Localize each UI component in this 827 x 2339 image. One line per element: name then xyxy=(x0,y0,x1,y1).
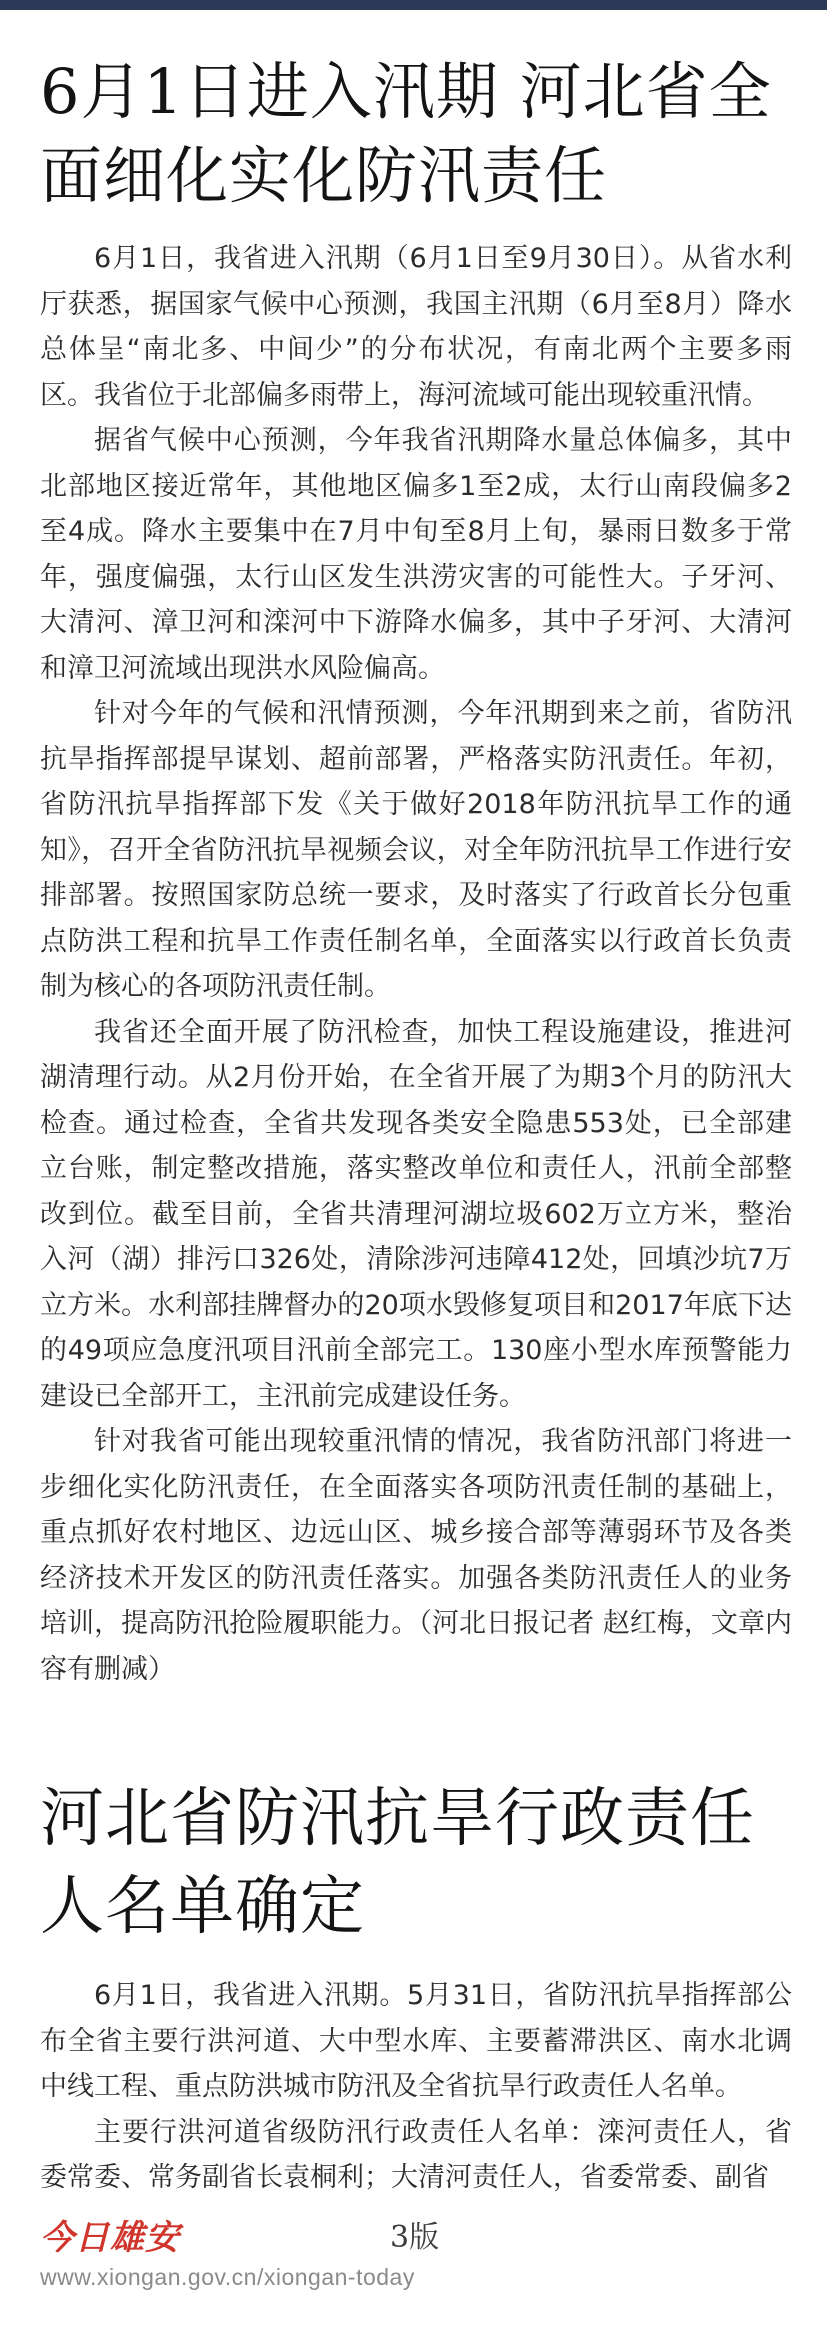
article-body xyxy=(40,1973,792,2201)
brand-logo: 今日雄安 xyxy=(40,2218,180,2258)
article-paragraph: 针对今年的气候和汛情预测，今年汛期到来之前，省防汛抗旱指挥部提早谋划、超前部署，严格落实防汛责任。年初，省防汛抗旱指挥部下发《关于做好2018年防汛抗旱工作的通知》，召开全省防汛抗旱视频会议，对全年防汛抗旱工作进行安排部署。按照国家防总统一要求，及时落实了行政首长分包重点防洪工程和抗旱工作责任制名单，全面落实以行政首长负责制为核心的各项防汛责任制。 xyxy=(40,698,792,1002)
article-body xyxy=(40,236,792,1692)
article-paragraph: 6月1日，我省进入汛期（6月1日至9月30日）。从省水利厅获悉，据国家气候中心预测，我国主汛期（6月至8月）降水总体呈“南北多、中间少”的分布状况，有南北两个主要多雨区。我省位于北部偏多雨带上，海河流域可能出现较重汛情。 xyxy=(40,243,792,411)
site-url[interactable]: www.xiongan.gov.cn/xiongan-today xyxy=(40,2264,415,2290)
article-flood-season xyxy=(40,50,792,1692)
article-paragraph: 我省还全面开展了防汛检查，加快工程设施建设，推进河湖清理行动。从2月份开始，在全省开展了为期3个月的防汛大检查。通过检查，全省共发现各类安全隐患553处，已全部建立台账，制定整改措施，落实整改单位和责任人，汛前全部整改到位。截至目前，全省共清理河湖垃圾602万立方米，整治入河（湖）排污口326处，清除涉河违障412处，回填沙坑7万立方米。水利部挂牌督办的20项水毁修复项目和2017年底下达的49项应急度汛项目汛前全部完工。130座小型水库预警能力建设已全部开工，主汛前完成建设任务。 xyxy=(40,1016,792,1412)
article-paragraph: 针对我省可能出现较重汛情的情况，我省防汛部门将进一步细化实化防汛责任，在全面落实各项防汛责任制的基础上，重点抓好农村地区、边远山区、城乡接合部等薄弱环节及各类经济技术开发区的防汛责任落实。加强各类防汛责任人的业务培训，提高防汛抢险履职能力。（河北日报记者 赵红梅，文章内容有删减） xyxy=(40,1426,792,1685)
page-number: 3版 xyxy=(390,2220,440,2255)
article-paragraph: 6月1日，我省进入汛期。5月31日，省防汛抗旱指挥部公布全省主要行洪河道、大中型水库、主要蓄滞洪区、南水北调中线工程、重点防洪城市防汛及全省抗旱行政责任人名单。 xyxy=(40,1980,792,2102)
article-headline: 河北省防汛抗旱行政责任人名单确定 xyxy=(40,1782,755,1944)
article-paragraph: 据省气候中心预测，今年我省汛期降水量总体偏多，其中北部地区接近常年，其他地区偏多1至2成，太行山南段偏多2至4成。降水主要集中在7月中旬至8月上旬，暴雨日数多于常年，强度偏强，太行山区发生洪涝灾害的可能性大。子牙河、大清河、漳卫河和滦河中下游降水偏多，其中子牙河、大清河和漳卫河流域出现洪水风险偏高。 xyxy=(40,425,792,684)
page-footer xyxy=(40,2210,792,2310)
article-paragraph: 主要行洪河道省级防汛行政责任人名单：滦河责任人，省委常委、常务副省长袁桐利；大清河责任人，省委常委、副省 xyxy=(40,2116,792,2193)
top-banner-bar xyxy=(0,0,827,10)
article-responsibility-list xyxy=(40,1775,792,2201)
article-headline: 6月1日进入汛期 河北省全面细化实化防汛责任 xyxy=(40,55,772,212)
